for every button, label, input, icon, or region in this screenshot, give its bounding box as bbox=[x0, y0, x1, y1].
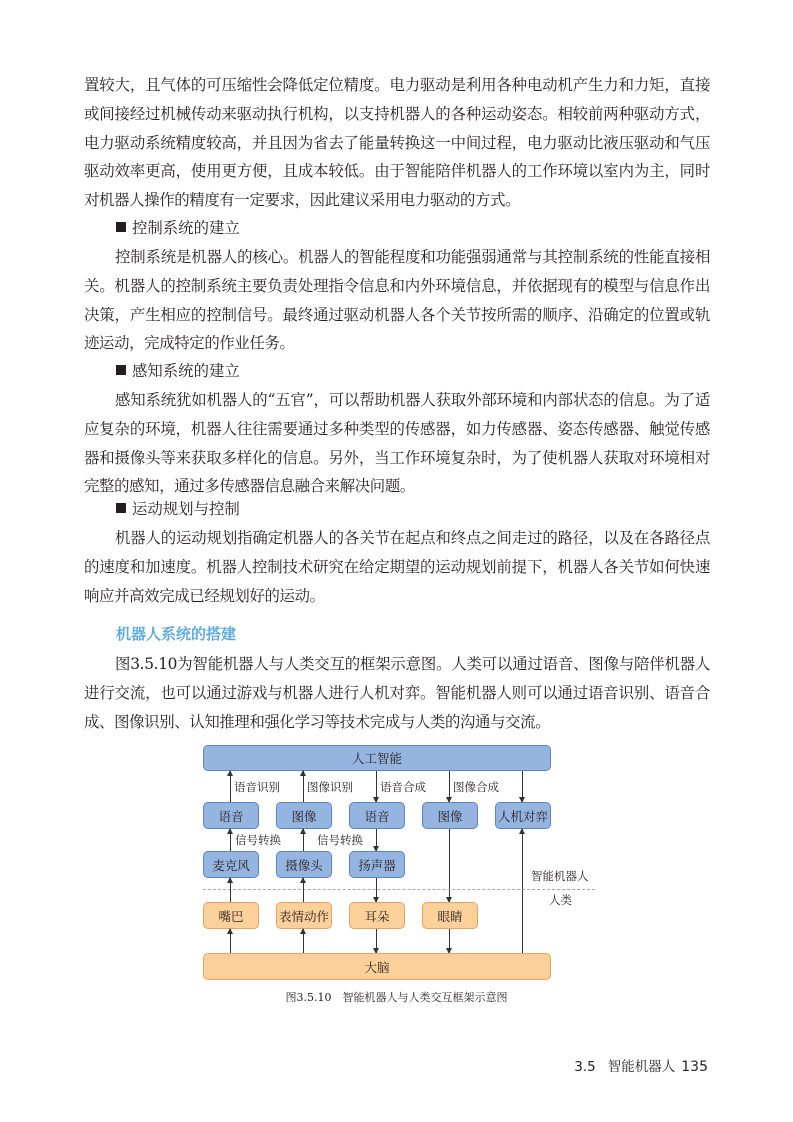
square-bullet-icon bbox=[116, 365, 126, 375]
ai-box: 人工智能 bbox=[203, 745, 551, 771]
mouth-box: 嘴巴 bbox=[203, 902, 259, 929]
robot-image-out-box: 图像 bbox=[422, 802, 478, 829]
robot-human-boundary bbox=[203, 889, 595, 890]
arrow-eyes-to-brain bbox=[449, 929, 450, 953]
microphone-box: 麦克风 bbox=[203, 851, 259, 878]
label-signal-conversion-1: 信号转换 bbox=[235, 833, 281, 847]
arrow-ears-to-brain bbox=[376, 929, 377, 953]
arrow-game bbox=[522, 771, 523, 802]
robot-speech-out-box: 语音 bbox=[349, 802, 405, 829]
label-image-recognition: 图像识别 bbox=[307, 780, 353, 794]
subsection-heading-control: 控制系统的建立 bbox=[84, 214, 710, 243]
arrow-mic-signal bbox=[230, 829, 231, 851]
arrow-image-recognition bbox=[303, 771, 304, 802]
robot-speech-box: 语音 bbox=[203, 802, 259, 829]
ears-box: 耳朵 bbox=[349, 902, 405, 929]
arrow-speech-synthesis bbox=[376, 771, 377, 802]
label-speech-recognition: 语音识别 bbox=[234, 780, 280, 794]
label-human-side: 人类 bbox=[549, 893, 572, 907]
speaker-box: 扬声器 bbox=[349, 851, 405, 878]
arrow-expression-to-camera bbox=[303, 878, 304, 902]
footer-section: 3.5 bbox=[574, 1059, 596, 1075]
label-signal-conversion-2: 信号转换 bbox=[317, 833, 363, 847]
robot-image-box: 图像 bbox=[276, 802, 332, 829]
arrow-brain-to-mouth bbox=[230, 929, 231, 953]
section-paragraph: 图3.5.10为智能机器人与人类交互的框架示意图。人类可以通过语音、图像与陪伴机器人进行交流，也可以通过游戏与机器人进行人机对弈。智能机器人则可以通过语音识别、语音合成、图像识别、认知推理和强化学习等技术完成与人类的沟通与交流。 bbox=[84, 655, 710, 731]
camera-box: 摄像头 bbox=[276, 851, 332, 878]
eyes-box: 眼睛 bbox=[422, 902, 478, 929]
arrow-brain-to-expression bbox=[303, 929, 304, 953]
interaction-framework-diagram bbox=[195, 742, 605, 987]
label-robot-side: 智能机器人 bbox=[531, 869, 589, 883]
arrow-image-synthesis bbox=[449, 771, 450, 802]
arrow-speaker-signal bbox=[376, 829, 377, 851]
subsection-heading-motion: 运动规划与控制 bbox=[84, 495, 710, 524]
paragraph-control: 控制系统是机器人的核心。机器人的智能程度和功能强弱通常与其控制系统的性能直接相关。机器人的控制系统主要负责处理指令信息和内外环境信息，并依据现有的模型与信息作出决策，产生相应的控制信号。最终通过驱动机器人各个关节按所需的顺序、沿确定的位置或轨迹运动，完成特定的作业任务。 bbox=[84, 248, 710, 353]
intro-paragraph: 置较大，且气体的可压缩性会降低定位精度。电力驱动是利用各种电动机产生力和力矩，直接或间接经过机械传动来驱动执行机构，以支持机器人的各种运动姿态。相较前两种驱动方式，电力驱动系统精度较高，并且因为省去了能量转换这一中间过程，电力驱动比液压驱动和气压驱动效率更高，使用更方便，且成本较低。由于智能陪伴机器人的工作环境以室内为主，同时对机器人操作的精度有一定要求，因此建议采用电力驱动的方式。 bbox=[84, 76, 710, 210]
figure-caption: 图3.5.10 智能机器人与人类交互框架示意图 bbox=[285, 991, 508, 1004]
arrow-speaker-to-ears bbox=[376, 878, 377, 902]
section-title: 机器人系统的搭建 bbox=[116, 625, 237, 643]
paragraph-motion: 机器人的运动规划指确定机器人的各关节在起点和终点之间走过的路径，以及在各路径点的速度和加速度。机器人控制技术研究在给定期望的运动规划前提下，机器人各关节如何快速响应并高效完成已经规划好的运动。 bbox=[84, 529, 710, 605]
label-speech-synthesis: 语音合成 bbox=[380, 780, 426, 794]
arrow-mouth-to-mic bbox=[230, 878, 231, 902]
footer-chapter: 智能机器人 bbox=[607, 1059, 676, 1075]
page-number: 135 bbox=[681, 1059, 708, 1075]
line-brain-to-game bbox=[522, 829, 523, 953]
robot-game-box: 人机对弈 bbox=[495, 802, 551, 829]
page-footer bbox=[574, 1055, 708, 1075]
arrow-speech-recognition bbox=[230, 771, 231, 802]
expression-box: 表情动作 bbox=[276, 902, 332, 929]
subsection-heading-perception: 感知系统的建立 bbox=[84, 357, 710, 386]
label-image-synthesis: 图像合成 bbox=[453, 780, 499, 794]
arrow-camera-signal bbox=[303, 829, 304, 851]
square-bullet-icon bbox=[116, 222, 126, 232]
square-bullet-icon bbox=[116, 503, 126, 513]
arrow-to-eyes bbox=[449, 890, 450, 902]
paragraph-perception: 感知系统犹如机器人的“五官”，可以帮助机器人获取外部环境和内部状态的信息。为了适应复杂的环境，机器人往往需要通过多种类型的传感器，如力传感器、姿态传感器、触觉传感器和摄像头等来获取多样化的信息。另外，当工作环境复杂时，为了使机器人获取对环境相对完整的感知，通过多传感器信息融合来解决问题。 bbox=[84, 391, 710, 496]
brain-box: 大脑 bbox=[203, 953, 551, 980]
